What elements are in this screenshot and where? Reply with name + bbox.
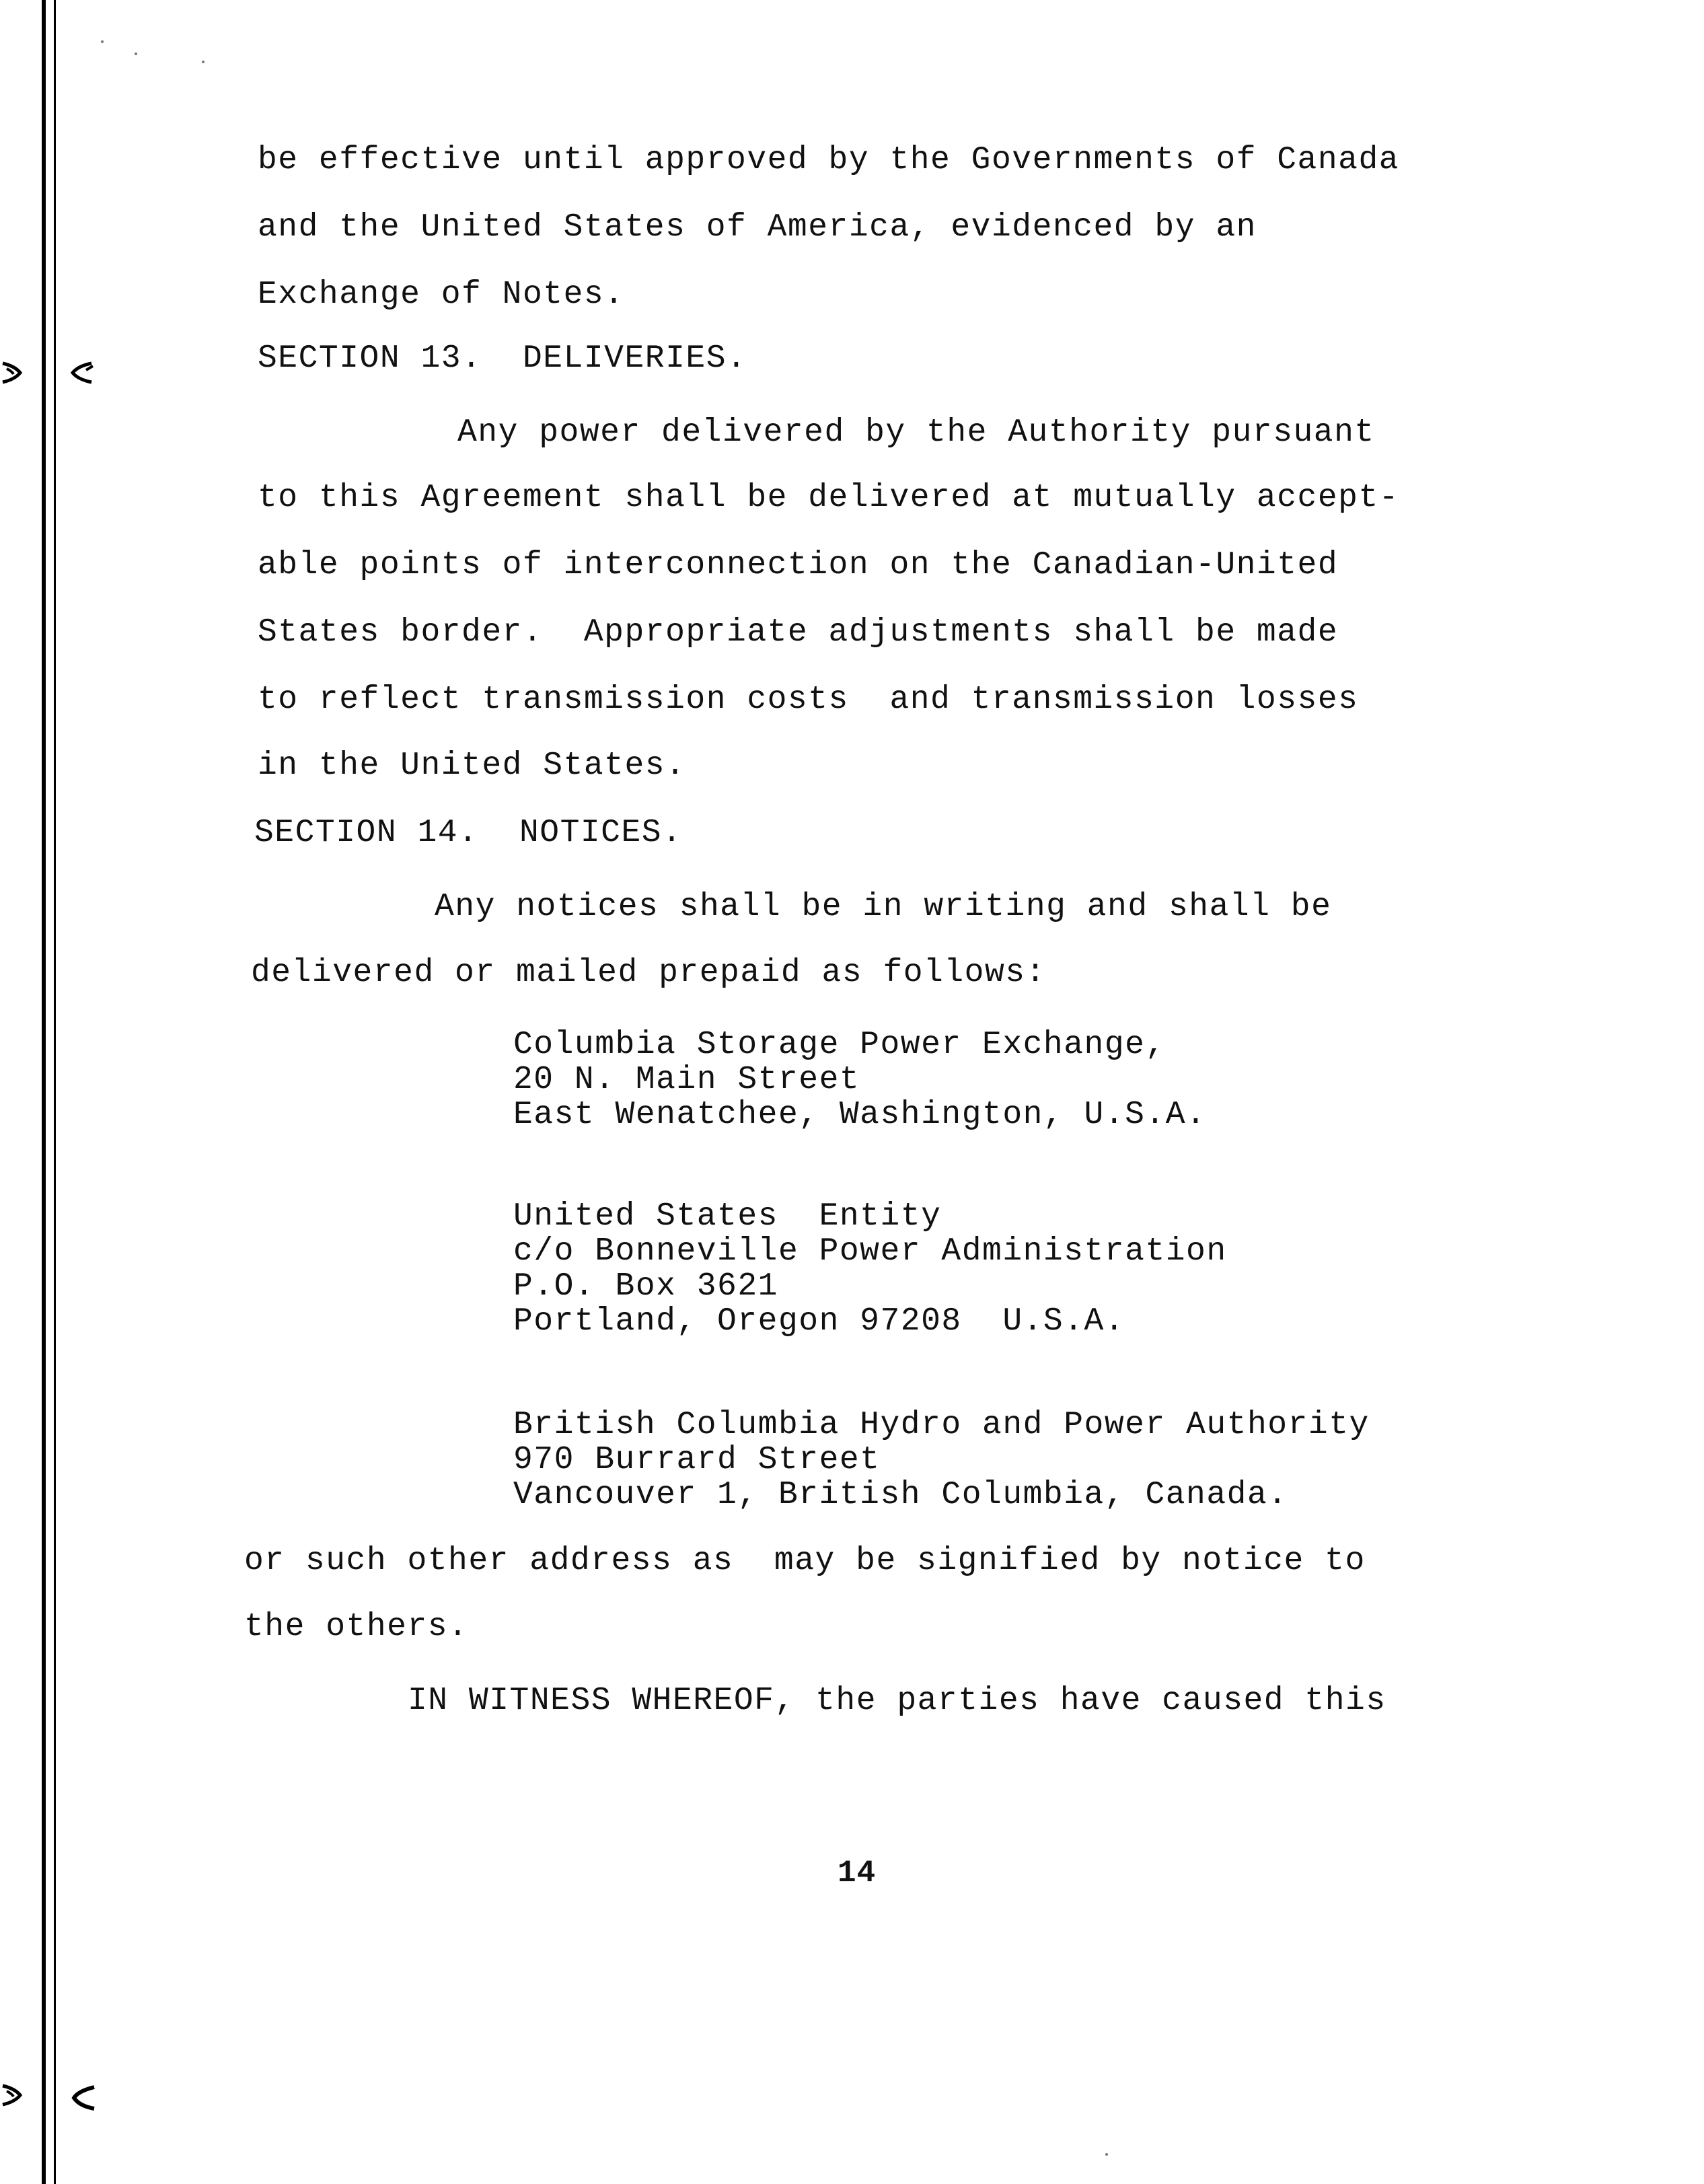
body-text-line: Any notices shall be in writing and shall be bbox=[435, 889, 1332, 925]
section-14-heading: SECTION 14. NOTICES. bbox=[254, 815, 683, 851]
address-line: United States Entity bbox=[513, 1198, 942, 1235]
body-text-line: Any power delivered by the Authority pursuant bbox=[457, 414, 1375, 451]
binding-edge-line-inner bbox=[54, 0, 56, 2184]
body-text-line: the others. bbox=[244, 1609, 469, 1645]
body-text-line: delivered or mailed prepaid as follows: bbox=[251, 955, 1046, 991]
witness-line: IN WITNESS WHEREOF, the parties have caused this bbox=[408, 1683, 1386, 1719]
binding-rivet-icon bbox=[0, 357, 30, 386]
scan-speck bbox=[1105, 2153, 1108, 2156]
body-text-line: to this Agreement shall be delivered at mutually accept- bbox=[258, 480, 1400, 516]
body-text-line: to reflect transmission costs and transmission losses bbox=[258, 682, 1359, 718]
body-text-line: or such other address as may be signified by notice to bbox=[244, 1543, 1366, 1579]
body-text-line: States border. Appropriate adjustments shall be made bbox=[258, 614, 1339, 651]
binding-rivet-icon bbox=[65, 357, 94, 386]
address-line: British Columbia Hydro and Power Authority bbox=[513, 1407, 1370, 1443]
body-text-line: and the United States of America, evidenced by an bbox=[258, 209, 1257, 246]
binding-rivet-icon bbox=[0, 2079, 30, 2109]
address-line: Portland, Oregon 97208 U.S.A. bbox=[513, 1303, 1125, 1340]
body-text-line: be effective until approved by the Governments of Canada bbox=[258, 142, 1400, 178]
body-text-line: able points of interconnection on the Canadian-United bbox=[258, 547, 1339, 583]
address-line: Vancouver 1, British Columbia, Canada. bbox=[513, 1477, 1288, 1513]
address-line: P.O. Box 3621 bbox=[513, 1268, 778, 1305]
address-line: c/o Bonneville Power Administration bbox=[513, 1233, 1227, 1270]
binding-rivet-icon bbox=[67, 2082, 97, 2111]
section-13-heading: SECTION 13. DELIVERIES. bbox=[258, 340, 747, 377]
binding-edge-line bbox=[42, 0, 46, 2184]
scan-speck bbox=[202, 61, 205, 63]
address-line: East Wenatchee, Washington, U.S.A. bbox=[513, 1097, 1207, 1133]
scan-speck bbox=[135, 52, 137, 55]
address-line: Columbia Storage Power Exchange, bbox=[513, 1027, 1166, 1063]
address-line: 970 Burrard Street bbox=[513, 1442, 881, 1478]
body-text-line: Exchange of Notes. bbox=[258, 277, 625, 313]
page-number: 14 bbox=[838, 1856, 877, 1891]
address-line: 20 N. Main Street bbox=[513, 1062, 860, 1098]
body-text-line: in the United States. bbox=[258, 748, 686, 784]
scan-speck bbox=[101, 40, 104, 43]
